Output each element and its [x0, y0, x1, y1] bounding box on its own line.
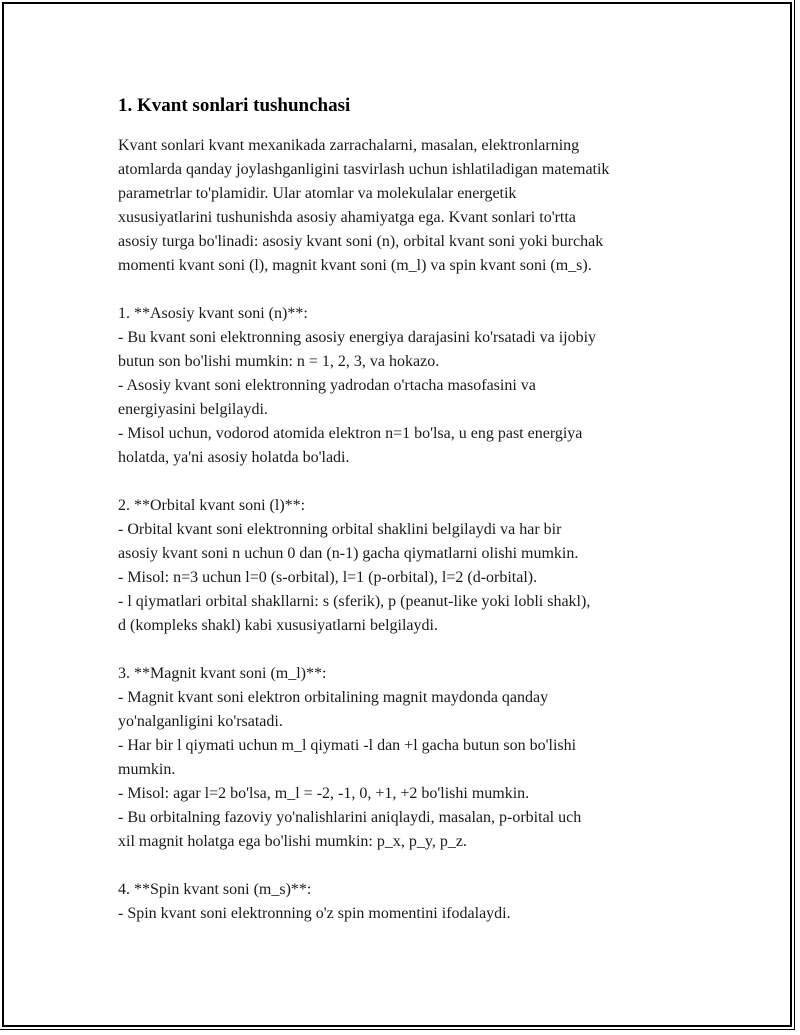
document-body	[118, 93, 690, 926]
section-principal-quantum-number: 1. **Asosiy kvant soni (n)**: - Bu kvant soni elektronning asosiy energiya darajasini ko'rsatadi va ijobiy butun son bo'lishi mumkin: n = 1, 2, 3, va hokazo. - Asosiy kvant soni elektronning yadrodan o'rtacha masofasini va energiyasini belgilaydi. - Misol uchun, vodorod atomida elektron n=1 bo'lsa, u eng past energiya holatda, ya'ni asosiy holatda bo'ladi.	[118, 305, 597, 466]
section-orbital-quantum-number: 2. **Orbital kvant soni (l)**: - Orbital kvant soni elektronning orbital shaklini belgilaydi va har bir asosiy kvant soni n uchun 0 dan (n-1) gacha qiymatlarni olishi mumkin. - Misol: n=3 uchun l=0 (s-orbital), l=1 (p-orbital), l=2 (d-orbital). - l qiymatlari orbital shakllarni: s (sferik), p (peanut-like yoki lobli shakl), d (kompleks shakl) kabi xususiyatlarni belgilaydi.	[118, 497, 591, 634]
paragraph-gap	[118, 278, 690, 302]
section-spin-quantum-number: 4. **Spin kvant soni (m_s)**: - Spin kvant soni elektronning o'z spin momentini ifodalaydi.	[118, 881, 511, 922]
paragraph-gap	[118, 470, 690, 494]
section-magnetic-quantum-number: 3. **Magnit kvant soni (m_l)**: - Magnit kvant soni elektron orbitalining magnit maydonda qanday yo'nalganligini ko'rsatadi. - Har bir l qiymati uchun m_l qiymati -l dan +l gacha butun son bo'lishi mumkin. - Misol: agar l=2 bo'lsa, m_l = -2, -1, 0, +1, +2 bo'lishi mumkin. - Bu orbitalning fazoviy yo'nalishlarini aniqlaydi, masalan, p-orbital uch xil magnit holatga ega bo'lishi mumkin: p_x, p_y, p_z.	[118, 665, 582, 850]
paragraph-gap	[118, 638, 690, 662]
document-heading: 1. Kvant sonlari tushunchasi	[118, 95, 351, 116]
paragraph-gap	[118, 854, 690, 878]
intro-paragraph: Kvant sonlari kvant mexanikada zarrachalarni, masalan, elektronlarning atomlarda qanday joylashganligini tasvirlash uchun ishlatiladigan matematik parametrlar to'plamidir. Ular atomlar va molekulalar energetik xususiyatlarini tushunishda asosiy ahamiyatga ega. Kvant sonlari to'rtta asosiy turga bo'linadi: asosiy kvant soni (n), orbital kvant soni yoki burchak momenti kvant soni (l), magnit kvant soni (m_l) va spin kvant soni (m_s).	[118, 137, 610, 274]
